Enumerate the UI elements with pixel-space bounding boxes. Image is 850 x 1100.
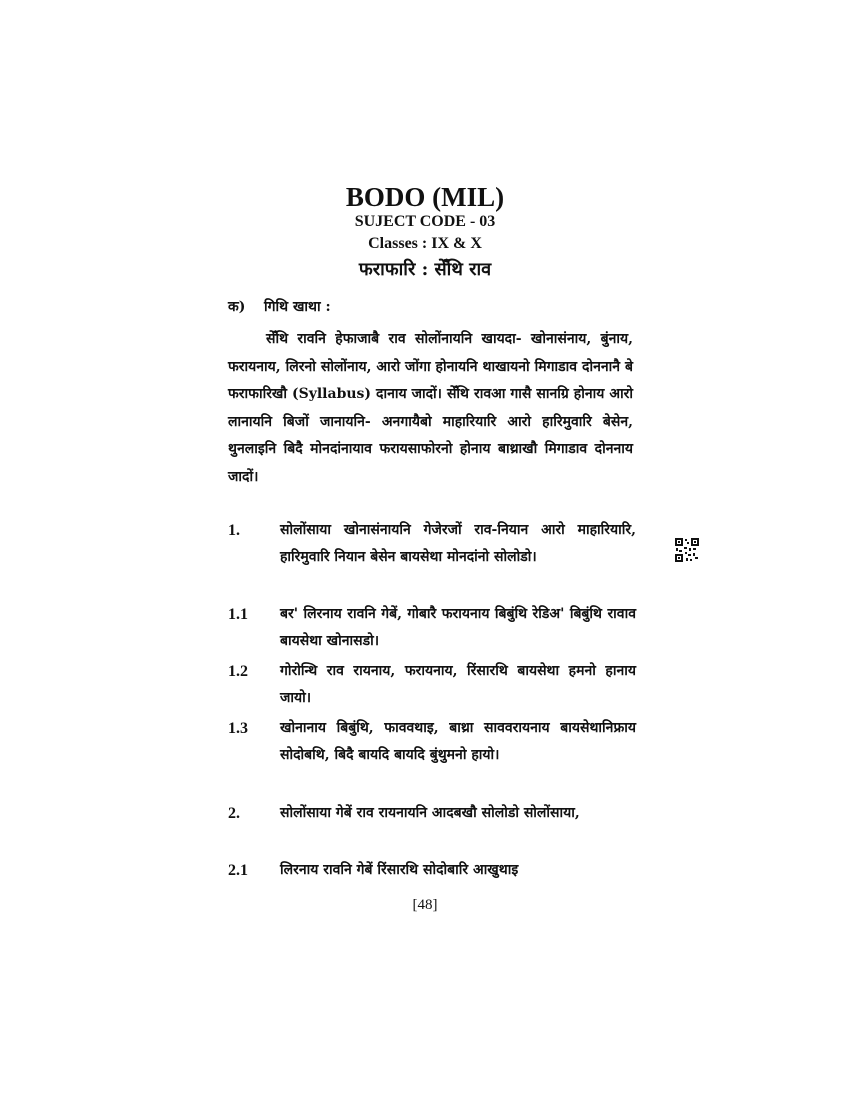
subject-code: SUJECT CODE - 03: [354, 213, 496, 230]
item-text: सोलोंसाया खोनासंनायनि गेजेरजों राव-नियान आरो माहारियारि, हारिमुवारि नियान बेसेन बायसेथा मोनदांनो सोलोडो।: [280, 522, 636, 565]
item-number: 2.1: [228, 862, 248, 879]
item-number: 1.2: [228, 663, 248, 680]
list-item: [228, 715, 636, 769]
classes-label: Classes : IX & X: [368, 235, 482, 252]
qr-code-icon: [675, 538, 699, 562]
list-item: [228, 857, 636, 884]
section-title: गिथि खाथा :: [264, 299, 331, 315]
item-number: 1.3: [228, 720, 248, 737]
list-item: [228, 800, 636, 827]
list-item: [228, 601, 636, 655]
section-marker: क): [228, 299, 246, 315]
item-number: 1.1: [228, 606, 248, 623]
item-text: बर' लिरनाय रावनि गेबें, गोबारै फरायनाय बिबुंथि रेडिअ' बिबुंथि रावाव बायसेथा खोनासडो।: [280, 606, 636, 649]
item-text: लिरनाय रावनि गेबें रिंसारथि सोदोबारि आखुथाइ: [280, 862, 519, 878]
intro-paragraph: सेँथि रावनि हेफाजाबै राव सोलोंनायनि खायदा- खोनासंनाय, बुंनाय, फरायनाय, लिरनो सोलोंनाय, आरो जोंगा होनायनि थाखायनो मिगाडाव दोननानै बे फराफारिखौ (Syllabus) दानाय जादों। सेँथि रावआ गासै सानग्रि होनाय आरो लानायनि बिजों जानायनि- अनगायैबो माहारियारि आरो हारिमुवारि बेसेन, थुनलाइनि बिदै मोनदांनायाव फरायसाफोरनो होनाय बाथ्राखौ मिगाडाव दोननाय जादों।: [228, 331, 633, 485]
page-number: [48]: [412, 897, 438, 913]
item-text: गोरोन्थि राव रायनाय, फरायनाय, रिंसारथि बायसेथा हमनो हानाय जायो।: [280, 663, 636, 706]
list-item: [228, 658, 636, 712]
list-item: [228, 517, 636, 571]
section-subtitle: फराफारि : सेँथि राव: [358, 259, 492, 280]
item-text: खोनानाय बिबुंथि, फाववथाइ, बाथ्रा साववरायनाय बायसेथानिफ्राय सोदोबथि, बिदै बायदि बायदि बुंथुमनो हायो।: [280, 720, 636, 763]
document-title: BODO (MIL): [345, 182, 505, 212]
item-number: 1.: [228, 522, 240, 539]
item-text: सोलोंसाया गेबें राव रायनायनि आदबखौ सोलोडो सोलोंसाया,: [280, 805, 580, 821]
item-number: 2.: [228, 805, 240, 822]
